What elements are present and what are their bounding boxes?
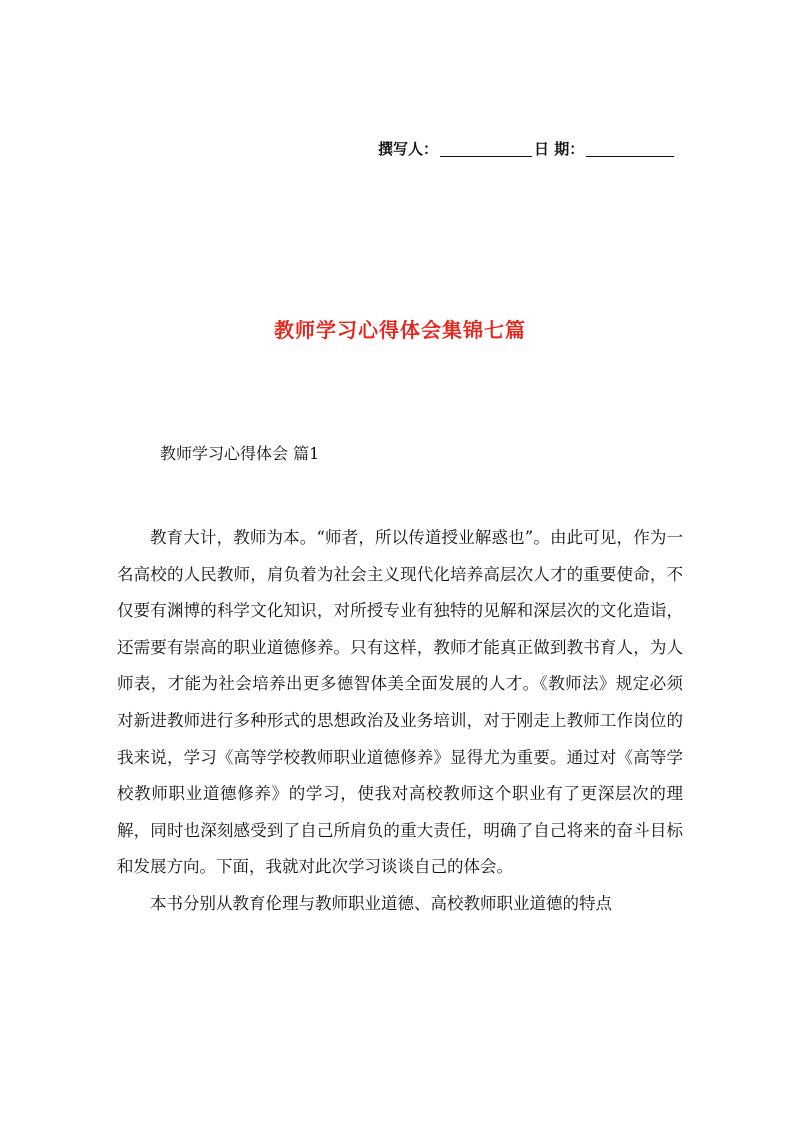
document-title: 教师学习心得体会集锦七篇 (274, 318, 526, 342)
section-heading: 教师学习心得体会 篇1 (160, 444, 320, 463)
author-label: 撰写人： (378, 140, 439, 158)
author-date-line (378, 138, 674, 159)
paragraph: 本书分别从教育伦理与教师职业道德、高校教师职业道德的特点 (150, 893, 612, 913)
date-label: 日 期： (534, 140, 585, 158)
document-body (117, 520, 683, 923)
paragraph: 教育大计，教师为本。“师者，所以传道授业解惑也”。由此可见，作为一名高校的人民教师，肩负着为社会主义现代化培养高层次人才的重要使命，不仅要有渊博的科学文化知识，对所授专业有独特的见解和深层次的文化造诣，还需要有崇高的职业道德修养。只有这样，教师才能真正做到教书育人，为人师表，才能为社会培养出更多德智体美全面发展的人才。《教师法》规定必须对新进教师进行多种形式的思想政治及业务培训，对于刚走上教师工作岗位的我来说，学习《高等学校教师职业道德修养》显得尤为重要。通过对《高等学校教师职业道德修养》的学习，使我对高校教师这个职业有了更深层次的理解，同时也深刻感受到了自己所肩负的重大责任，明确了自己将来的奋斗目标和发展方向。下面，我就对此次学习谈谈自己的体会。 (117, 528, 683, 877)
date-blank (586, 142, 674, 157)
author-blank (440, 142, 532, 157)
